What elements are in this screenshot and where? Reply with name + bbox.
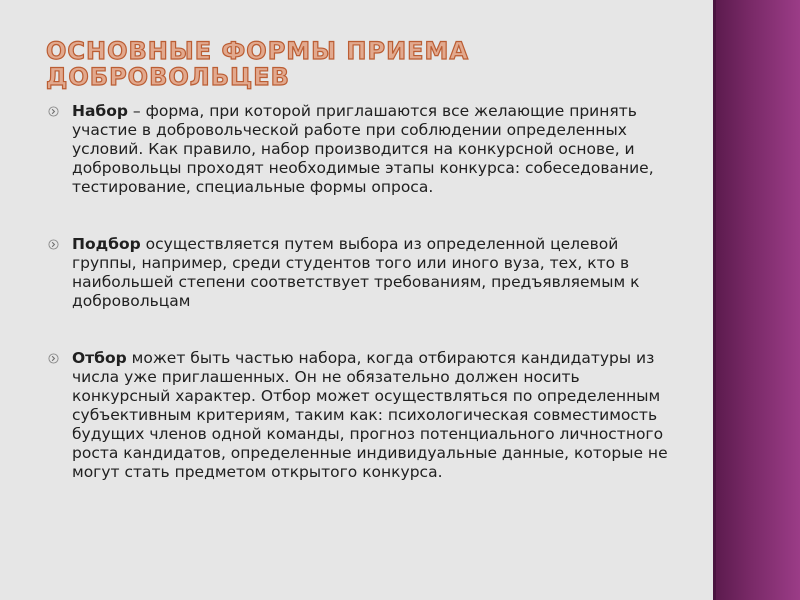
circled-chevron-icon	[48, 106, 59, 117]
slide-title: ОСНОВНЫЕ ФОРМЫ ПРИЕМА ДОБРОВОЛЬЦЕВ	[46, 37, 470, 92]
bullet-term: Набор	[72, 102, 128, 120]
bullet-item-nabor	[48, 102, 668, 197]
bullet-list	[48, 102, 668, 520]
bullet-term: Подбор	[72, 235, 141, 253]
bullet-item-otbor	[48, 349, 668, 482]
bullet-text: – форма, при которой приглашаются все желающие принять участие в добровольческой работе при соблюдении определенных условий. Как правило, набор производится на конкурсной основе, и добровольцы проходят необходимые этапы конкурса: собеседование, тестирование, специальные формы опроса.	[72, 102, 654, 196]
circled-chevron-icon	[48, 353, 59, 364]
side-decor-band	[713, 0, 800, 600]
bullet-item-podbor	[48, 235, 668, 311]
bullet-term: Отбор	[72, 349, 127, 367]
bullet-text: осуществляется путем выбора из определенной целевой группы, например, среди студентов того или иного вуза, тех, кто в наибольшей степени соответствует требованиям, предъявляемым к добровольцам	[72, 235, 640, 310]
circled-chevron-icon	[48, 239, 59, 250]
bullet-text: может быть частью набора, когда отбираются кандидатуры из числа уже приглашенных. Он не обязательно должен носить конкурсный характер. Отбор может осуществляться по определенным субъективным критериям, таким как: психологическая совместимость будущих членов одной команды, прогноз потенциального личностного роста кандидатов, определенные индивидуальные данные, которые не могут стать предметом открытого конкурса.	[72, 349, 668, 481]
